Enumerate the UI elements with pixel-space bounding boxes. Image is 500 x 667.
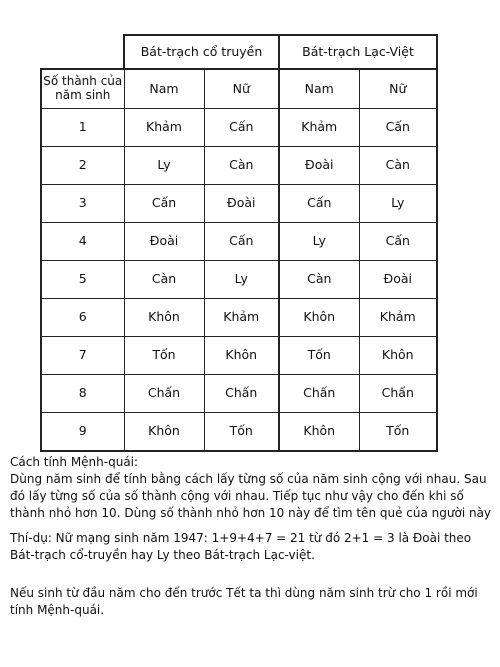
table-cell: Khảm bbox=[359, 299, 437, 337]
group-header-row bbox=[41, 35, 437, 69]
table-cell: Khôn bbox=[279, 413, 359, 452]
table-cell: Tốn bbox=[204, 413, 279, 452]
notes-paragraph-method: Dùng năm sinh để tính bằng cách lấy từng số của năm sinh cộng với nhau. Sau đó lấy từng số của số thành cộng với nhau. Tiếp tục như vậy cho đến khi số thành nhỏ hơn 10. Dùng số thành nhỏ hơn 10 này để tìm tên quẻ của người này bbox=[10, 472, 492, 520]
table-cell: Càn bbox=[279, 261, 359, 299]
table-row bbox=[41, 185, 437, 223]
table-row bbox=[41, 147, 437, 185]
row-number: 7 bbox=[41, 337, 124, 375]
table-row bbox=[41, 299, 437, 337]
table-cell: Ly bbox=[204, 261, 279, 299]
sub-header-nu-1: Nữ bbox=[204, 69, 279, 109]
table-cell: Đoài bbox=[204, 185, 279, 223]
table-cell: Càn bbox=[359, 147, 437, 185]
table-cell: Cấn bbox=[204, 223, 279, 261]
table-cell: Khôn bbox=[204, 337, 279, 375]
table-cell: Càn bbox=[124, 261, 204, 299]
row-number: 9 bbox=[41, 413, 124, 452]
sub-header-nam-1: Nam bbox=[124, 69, 204, 109]
table-cell: Chấn bbox=[124, 375, 204, 413]
table-cell: Khôn bbox=[359, 337, 437, 375]
row-number: 8 bbox=[41, 375, 124, 413]
table-cell: Khôn bbox=[124, 299, 204, 337]
group-header-lac-viet: Bát-trạch Lạc-Việt bbox=[279, 35, 437, 69]
table-cell: Cấn bbox=[204, 109, 279, 147]
sub-header-nam-2: Nam bbox=[279, 69, 359, 109]
table-cell: Đoài bbox=[279, 147, 359, 185]
table-cell: Khảm bbox=[204, 299, 279, 337]
row-number: 3 bbox=[41, 185, 124, 223]
table-cell: Tốn bbox=[124, 337, 204, 375]
table-cell: Ly bbox=[124, 147, 204, 185]
table-cell: Càn bbox=[204, 147, 279, 185]
notes-paragraph-tet: Nếu sinh từ đầu năm cho đến trước Tết ta thì dùng năm sinh trừ cho 1 rồi mới tính Mệnh-quái. bbox=[10, 586, 478, 617]
table-cell: Ly bbox=[359, 185, 437, 223]
row-number: 2 bbox=[41, 147, 124, 185]
table-cell: Ly bbox=[279, 223, 359, 261]
table-cell: Chấn bbox=[279, 375, 359, 413]
row-number: 4 bbox=[41, 223, 124, 261]
row-header-label: Số thành của năm sinh bbox=[41, 69, 124, 109]
table-row bbox=[41, 109, 437, 147]
table-cell: Cấn bbox=[124, 185, 204, 223]
blank-corner bbox=[41, 35, 124, 69]
table-cell: Cấn bbox=[359, 223, 437, 261]
table-cell: Khôn bbox=[124, 413, 204, 452]
table-cell: Khảm bbox=[279, 109, 359, 147]
table-cell: Khôn bbox=[279, 299, 359, 337]
table-row bbox=[41, 337, 437, 375]
table-cell: Cấn bbox=[359, 109, 437, 147]
table-cell: Khảm bbox=[124, 109, 204, 147]
table-cell: Đoài bbox=[359, 261, 437, 299]
table-row bbox=[41, 375, 437, 413]
table-cell: Cấn bbox=[279, 185, 359, 223]
row-number: 5 bbox=[41, 261, 124, 299]
row-number: 6 bbox=[41, 299, 124, 337]
table-cell: Tốn bbox=[279, 337, 359, 375]
sub-header-nu-2: Nữ bbox=[359, 69, 437, 109]
table-row bbox=[41, 261, 437, 299]
table-cell: Chấn bbox=[204, 375, 279, 413]
group-header-co-truyen: Bát-trạch cổ truyền bbox=[124, 35, 279, 69]
sub-header-row bbox=[41, 69, 437, 109]
notes-paragraph-example: Thí-dụ: Nữ mạng sinh năm 1947: 1+9+4+7 = 21 từ đó 2+1 = 3 là Đoài theo Bát-trạch cổ-truyền hay Ly theo Bát-trạch Lạc-việt. bbox=[10, 531, 472, 562]
table-row bbox=[41, 223, 437, 261]
notes-heading: Cách tính Mệnh-quái: bbox=[10, 455, 139, 469]
table-cell: Chấn bbox=[359, 375, 437, 413]
row-number: 1 bbox=[41, 109, 124, 147]
table-row bbox=[41, 413, 437, 452]
menh-quai-table bbox=[40, 34, 438, 452]
table-cell: Đoài bbox=[124, 223, 204, 261]
notes-section bbox=[10, 454, 498, 619]
table-cell: Tốn bbox=[359, 413, 437, 452]
